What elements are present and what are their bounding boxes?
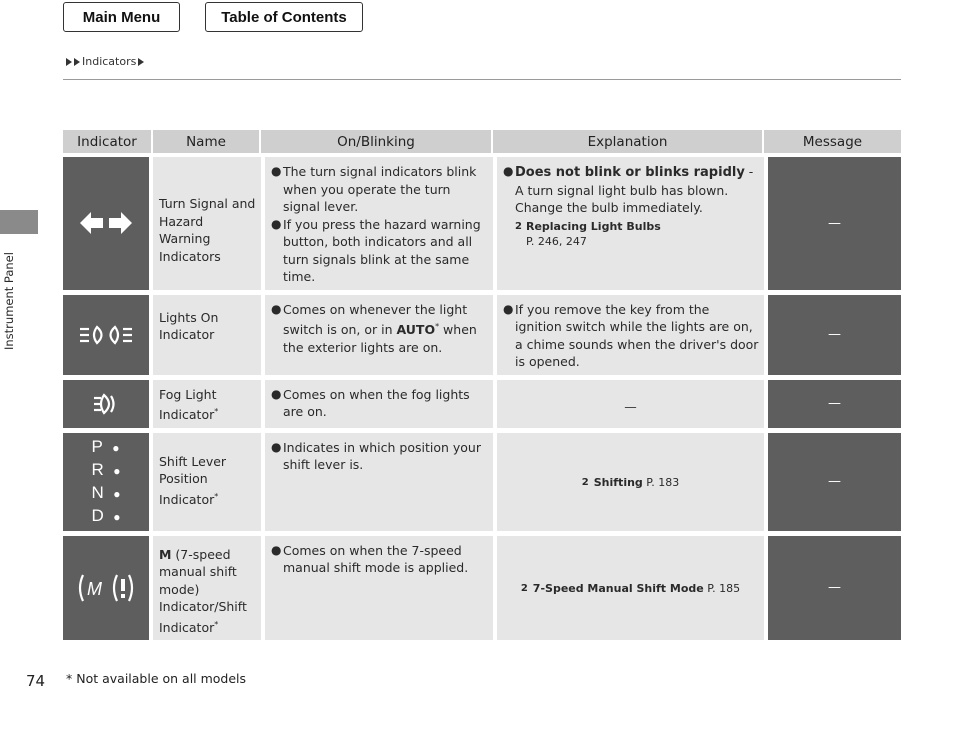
- header-indicator: Indicator: [63, 130, 153, 157]
- table-row: [63, 433, 901, 536]
- cross-reference-link[interactable]: 2 Shifting P. 183: [581, 475, 680, 489]
- message-cell: —: [764, 536, 901, 646]
- table-header-row: [63, 130, 901, 157]
- header-message: Message: [764, 130, 901, 157]
- breadcrumb-arrow-icon: [66, 58, 72, 66]
- breadcrumb-arrow-icon: [138, 58, 144, 66]
- table-row: [63, 295, 901, 380]
- breadcrumb-arrow-icon: [74, 58, 80, 66]
- message-cell: —: [764, 157, 901, 295]
- table-row: [63, 380, 901, 433]
- section-tab: [0, 210, 38, 234]
- explanation-cell: ● If you remove the key from the ignition switch while the lights are on, a chime sounds when the driver's door is opened.: [493, 295, 764, 380]
- turn-signal-arrows-icon: [63, 157, 153, 295]
- message-cell: —: [764, 433, 901, 536]
- breadcrumb-link-indicators[interactable]: Indicators: [82, 55, 137, 68]
- table-row: [63, 536, 901, 646]
- cross-reference-link[interactable]: 2 Replacing Light Bulbs P. 246, 247: [515, 219, 661, 248]
- explanation-cell: [493, 536, 764, 646]
- svg-text:M: M: [87, 578, 102, 599]
- breadcrumb: [66, 55, 144, 68]
- table-row: [63, 157, 901, 295]
- main-menu-button[interactable]: Main Menu: [63, 2, 180, 32]
- cross-reference-link[interactable]: 2 7-Speed Manual Shift Mode P. 185: [520, 582, 741, 596]
- shift-lever-position-icon: P ● R ● N ● D ●: [63, 433, 153, 536]
- manual-shift-mode-icon: [63, 536, 153, 646]
- message-cell: —: [764, 380, 901, 433]
- on-blinking-cell: ● Comes on whenever the light switch is on, or in AUTO* when the exterior lights are on.: [261, 295, 493, 380]
- on-blinking-cell: ● Indicates in which position your shift lever is.: [261, 433, 493, 536]
- message-cell: —: [764, 295, 901, 380]
- indicator-table: [63, 130, 901, 645]
- explanation-cell: ● Does not blink or blinks rapidly - A turn signal light bulb has blown. Change the bulb immediately. 2 Replacing Light Bulbs P. 246, 247: [493, 157, 764, 295]
- footnote: * Not available on all models: [66, 671, 247, 686]
- table-of-contents-button[interactable]: Table of Contents: [205, 2, 363, 32]
- indicator-name: Lights On Indicator: [153, 295, 261, 380]
- header-explanation: Explanation: [493, 130, 764, 157]
- indicator-name: Fog Light Indicator*: [153, 380, 261, 433]
- section-label: Instrument Panel: [2, 252, 16, 350]
- lights-on-icon: [63, 295, 153, 380]
- indicator-name: Turn Signal and Hazard Warning Indicators: [153, 157, 261, 295]
- header-on-blinking: On/Blinking: [261, 130, 493, 157]
- header-divider: [63, 79, 901, 80]
- page-number: 74: [26, 672, 46, 690]
- indicator-name: Shift Lever Position Indicator*: [153, 433, 261, 536]
- explanation-cell: [493, 433, 764, 536]
- on-blinking-cell: ● The turn signal indicators blink when you operate the turn signal lever. ● If you press the hazard warning button, both indicators and all turn signals blink at the same time.: [261, 157, 493, 295]
- header-name: Name: [153, 130, 261, 157]
- on-blinking-cell: ● Comes on when the 7-speed manual shift mode is applied.: [261, 536, 493, 646]
- on-blinking-cell: ● Comes on when the fog lights are on.: [261, 380, 493, 433]
- explanation-cell: —: [493, 380, 764, 433]
- indicator-name: M (7-speed manual shift mode) Indicator/Shift Indicator*: [153, 536, 261, 646]
- fog-light-icon: [63, 380, 153, 433]
